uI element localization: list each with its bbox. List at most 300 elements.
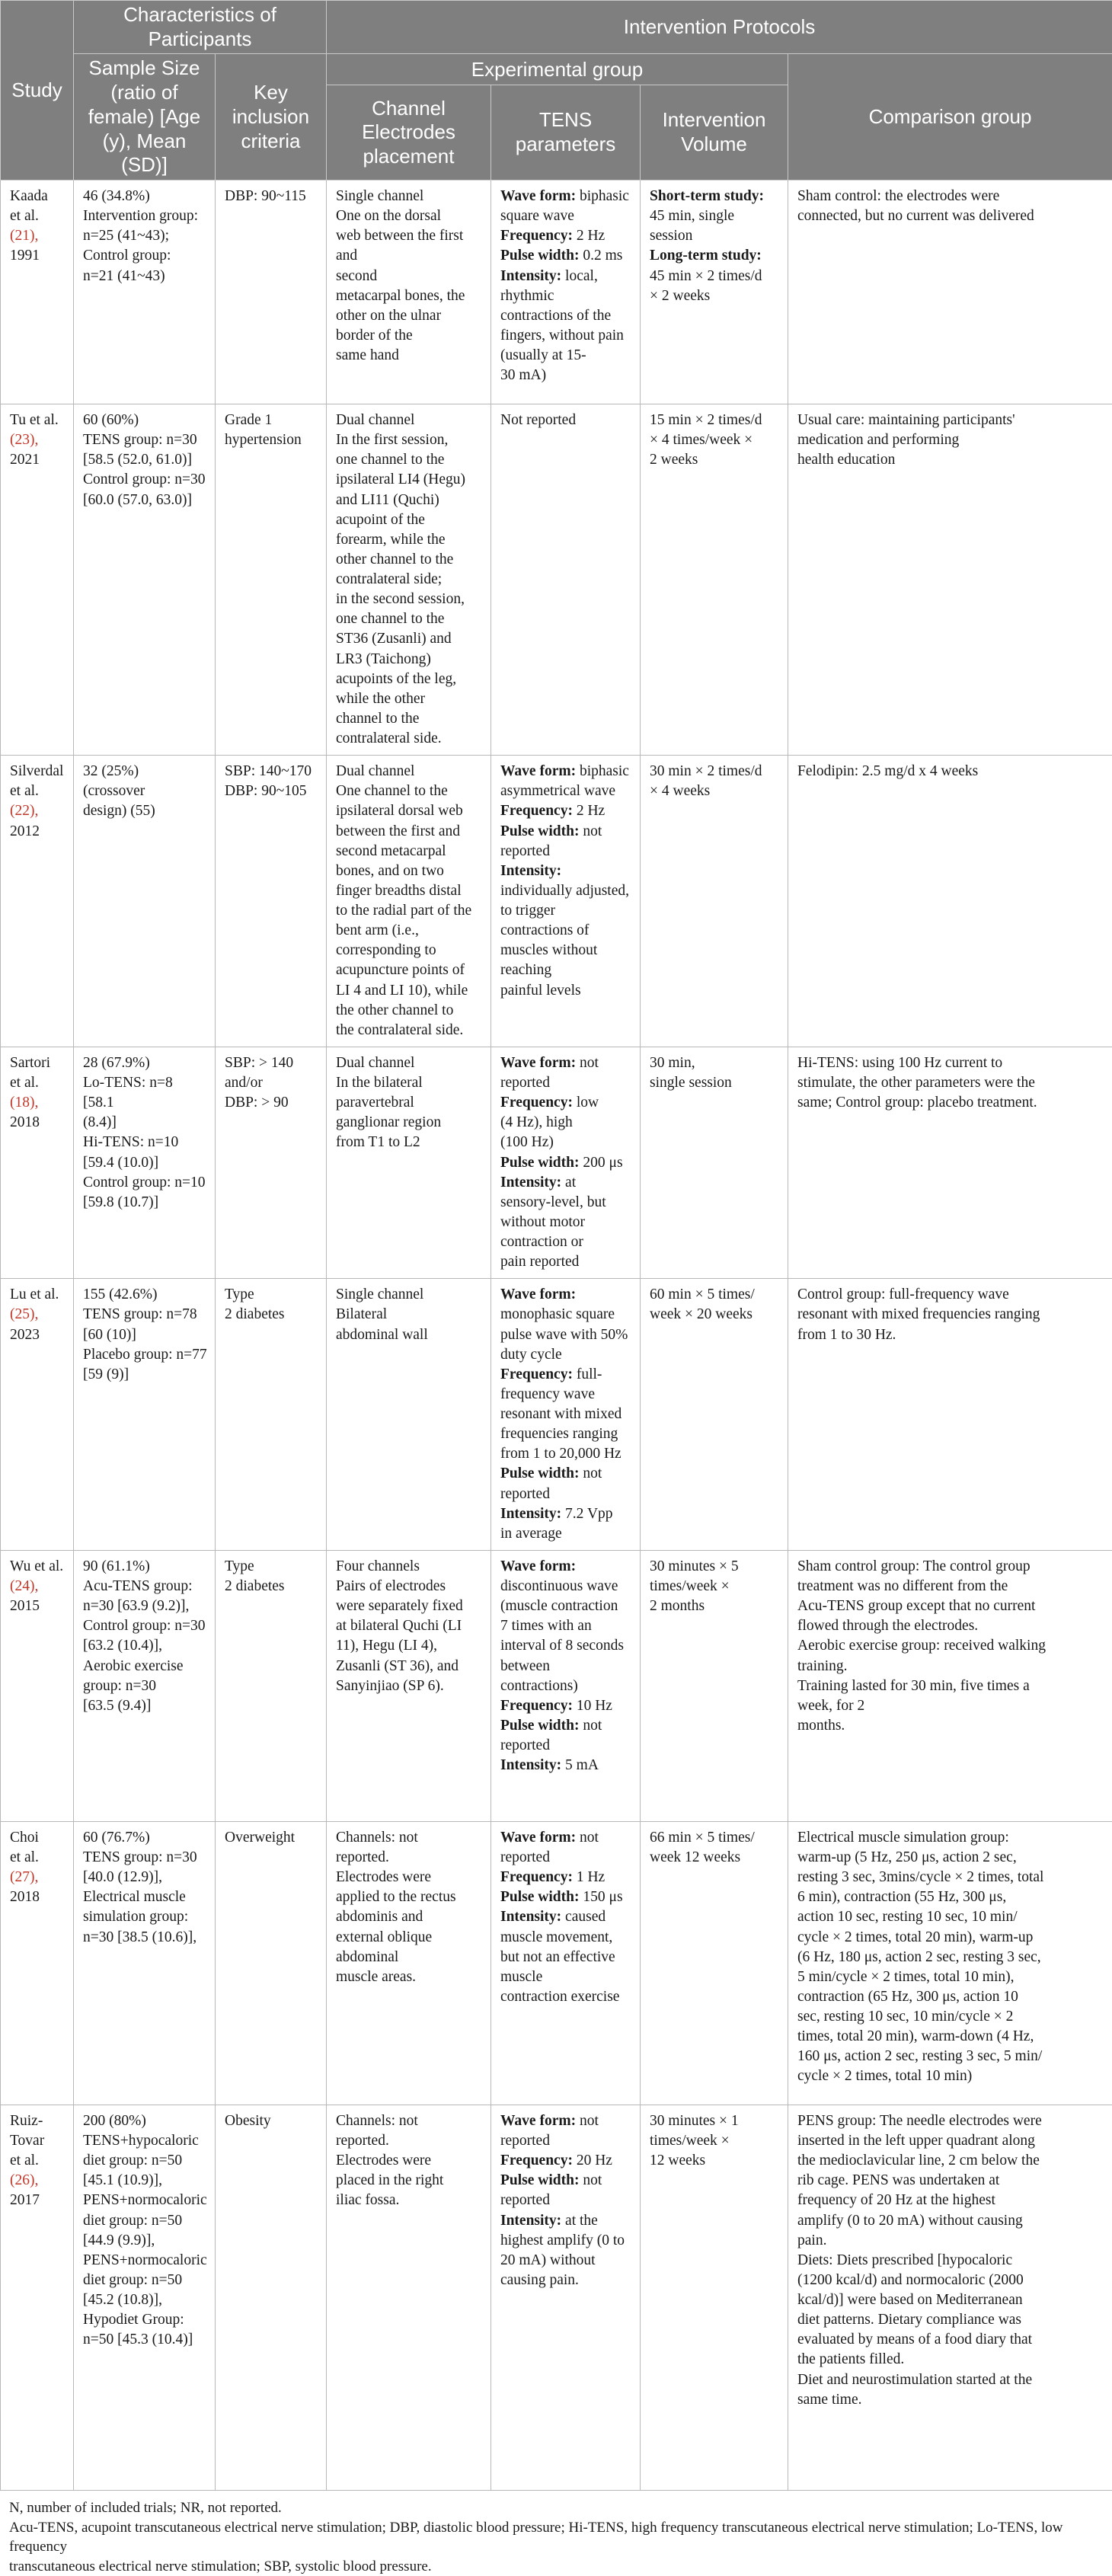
sample-size-cell-line: [45.2 (10.8)],	[83, 2290, 207, 2310]
header-experimental: Experimental group	[327, 54, 788, 85]
inclusion-criteria-cell	[216, 1047, 327, 1278]
tens-parameters-cell-key: Frequency:	[500, 1869, 573, 1885]
sample-size-cell-line: (8.4)]	[83, 1113, 207, 1133]
electrode-placement-cell-line: One on the dorsal	[336, 206, 483, 226]
inclusion-criteria-cell-line: Grade 1	[225, 411, 318, 430]
inclusion-criteria-cell-line: Obesity	[225, 2111, 318, 2131]
tens-parameters-cell-key: Intensity:	[500, 1909, 561, 1925]
tens-parameters-cell	[491, 756, 641, 1047]
intervention-volume-cell-line	[650, 1596, 780, 1616]
comparison-group-cell-line: from 1 to 30 Hz.	[797, 1325, 1104, 1345]
sample-size-cell	[74, 1279, 216, 1551]
intervention-volume-cell-line	[650, 187, 780, 206]
sample-size-cell-line: 32 (25%)	[83, 762, 207, 781]
intervention-volume-cell-line	[650, 762, 780, 781]
intervention-volume-cell	[641, 1047, 788, 1278]
intervention-volume-cell	[641, 1821, 788, 2105]
tens-parameters-cell-value: (100 Hz)	[500, 1134, 554, 1150]
tens-parameters-cell-line	[500, 1153, 632, 1173]
comparison-group-cell-line: Acu-TENS group except that no current	[797, 1596, 1104, 1616]
tens-parameters-cell-line	[500, 1716, 632, 1736]
study-cell-line: Ruiz-	[10, 2111, 66, 2131]
electrode-placement-cell-line: from T1 to L2	[336, 1133, 483, 1152]
inclusion-criteria-cell-line: Overweight	[225, 1828, 318, 1848]
table-row	[1, 756, 1112, 1047]
electrode-placement-cell-line: In the first session,	[336, 430, 483, 450]
table-row	[1, 1821, 1112, 2105]
study-cell-line: 2023	[10, 1325, 66, 1345]
electrode-placement-cell-line: the other channel to	[336, 1001, 483, 1021]
tens-parameters-cell-line	[500, 1053, 632, 1073]
tens-parameters-cell-line	[500, 1213, 632, 1232]
tens-parameters-cell-line	[500, 1987, 632, 2007]
tens-parameters-cell-value: reported	[500, 1737, 550, 1753]
study-cell-line: Choi	[10, 1828, 66, 1848]
tens-parameters-cell-value: 30 mA)	[500, 367, 546, 383]
electrode-placement-cell-line: Electrodes were	[336, 1868, 483, 1887]
tens-parameters-cell-value: 2 Hz	[573, 803, 605, 819]
intervention-volume-cell-line	[650, 1073, 780, 1093]
tens-parameters-cell-line	[500, 781, 632, 801]
sample-size-cell-line: TENS group: n=30	[83, 1848, 207, 1868]
tens-parameters-cell-key: Wave form:	[500, 1055, 576, 1071]
tens-parameters-cell-value: highest amplify (0 to	[500, 2232, 625, 2248]
tens-parameters-cell-line	[500, 366, 632, 385]
tens-parameters-cell-key: Wave form:	[500, 1286, 576, 1302]
tens-parameters-cell-line	[500, 1696, 632, 1716]
study-cell	[1, 756, 74, 1047]
electrode-placement-cell-line: Four channels	[336, 1557, 483, 1577]
intervention-volume-cell-line	[650, 267, 780, 286]
comparison-group-cell-line: week, for 2	[797, 1696, 1104, 1716]
electrode-placement-cell-line: bent arm (i.e.,	[336, 921, 483, 941]
tens-parameters-cell-value: asymmetrical wave	[500, 783, 615, 799]
sample-size-cell-line: diet group: n=50	[83, 2271, 207, 2290]
tens-parameters-cell-key: Frequency:	[500, 2153, 573, 2169]
sample-size-cell-line: diet group: n=50	[83, 2151, 207, 2171]
tens-parameters-cell-value: not	[576, 1830, 599, 1846]
header-intervention: Intervention Protocols	[327, 1, 1112, 54]
sample-size-cell-line: TENS group: n=30	[83, 430, 207, 450]
tens-parameters-cell-line	[500, 206, 632, 226]
intervention-volume-cell-value: 66 min × 5 times/	[650, 1830, 755, 1846]
sample-size-cell	[74, 181, 216, 404]
tens-parameters-cell-line	[500, 2131, 632, 2151]
intervention-volume-cell	[641, 404, 788, 756]
comparison-group-cell-line: Training lasted for 30 min, five times a	[797, 1676, 1104, 1696]
comparison-group-cell	[788, 1047, 1112, 1278]
electrode-placement-cell-line: acupoint of the	[336, 510, 483, 530]
tens-parameters-cell-line	[500, 1676, 632, 1696]
tens-parameters-cell-line	[500, 1868, 632, 1887]
comparison-group-cell-line: inserted in the left upper quadrant along	[797, 2131, 1104, 2151]
electrode-placement-cell-line: one channel to the	[336, 609, 483, 629]
sample-size-cell-line: n=30 [38.5 (10.6)],	[83, 1928, 207, 1948]
tens-parameters-cell-line	[500, 901, 632, 921]
tens-parameters-cell-line	[500, 1736, 632, 1756]
inclusion-criteria-cell-line: DBP: > 90	[225, 1093, 318, 1113]
inclusion-criteria-cell	[216, 181, 327, 404]
tens-parameters-cell-value: individually adjusted,	[500, 883, 629, 899]
electrode-placement-cell-line: external oblique	[336, 1928, 483, 1948]
sample-size-cell-line: Electrical muscle	[83, 1887, 207, 1907]
sample-size-cell-line: 28 (67.9%)	[83, 1053, 207, 1073]
sample-size-cell-line: PENS+normocaloric	[83, 2251, 207, 2271]
comparison-group-cell	[788, 181, 1112, 404]
intervention-volume-cell-line	[650, 1285, 780, 1305]
tens-parameters-cell-value: reported	[500, 2192, 550, 2208]
comparison-group-cell-line: Electrical muscle simulation group:	[797, 1828, 1104, 1848]
tens-parameters-cell-value: reported	[500, 1486, 550, 1502]
study-cell-line: (23),	[10, 430, 66, 450]
electrode-placement-cell-line: forearm, while the	[336, 530, 483, 550]
tens-parameters-cell-key: Intensity:	[500, 1175, 561, 1191]
sample-size-cell-line: 60 (76.7%)	[83, 1828, 207, 1848]
sample-size-cell-line: Aerobic exercise	[83, 1657, 207, 1676]
electrode-placement-cell-line: Single channel	[336, 1285, 483, 1305]
electrode-placement-cell-line: acupoints of the leg,	[336, 670, 483, 689]
sample-size-cell-line: 90 (61.1%)	[83, 1557, 207, 1577]
electrode-placement-cell	[327, 181, 491, 404]
study-cell-line: 2017	[10, 2191, 66, 2210]
comparison-group-cell-line: Control group: full-frequency wave	[797, 1285, 1104, 1305]
tens-parameters-cell-value: frequency wave	[500, 1386, 595, 1402]
inclusion-criteria-cell-line: Type	[225, 1557, 318, 1577]
tens-parameters-cell-line	[500, 326, 632, 346]
intervention-volume-cell-value: × 4 weeks	[650, 783, 710, 799]
tens-parameters-cell-value: frequencies ranging	[500, 1426, 618, 1442]
intervention-volume-cell	[641, 2105, 788, 2490]
comparison-group-cell-line: sec, resting 10 sec, 10 min/cycle × 2	[797, 2007, 1104, 2027]
study-cell	[1, 181, 74, 404]
tens-parameters-cell-line	[500, 226, 632, 246]
sample-size-cell-line: Control group: n=30	[83, 1616, 207, 1636]
tens-parameters-cell-value: reaching	[500, 962, 551, 978]
tens-parameters-cell-value: 0.2 ms	[579, 248, 622, 264]
inclusion-criteria-cell	[216, 1550, 327, 1821]
sample-size-cell	[74, 1821, 216, 2105]
comparison-group-cell-line: 160 μs, action 2 sec, resting 3 sec, 5 min/	[797, 2047, 1104, 2066]
sample-size-cell	[74, 1047, 216, 1278]
sample-size-cell-line: simulation group:	[83, 1907, 207, 1927]
electrode-placement-cell-line: acupuncture points of	[336, 960, 483, 980]
sample-size-cell-line: [60.0 (57.0, 63.0)]	[83, 491, 207, 510]
electrode-placement-cell-line: at bilateral Quchi (LI	[336, 1616, 483, 1636]
tens-parameters-cell-value: 5 mA	[561, 1757, 599, 1773]
tens-parameters-cell-value: biphasic	[576, 188, 629, 204]
sample-size-cell-line: Placebo group: n=77	[83, 1345, 207, 1365]
study-cell-line: (26),	[10, 2171, 66, 2191]
comparison-group-cell-line: Usual care: maintaining participants'	[797, 411, 1104, 430]
tens-parameters-cell-line	[500, 822, 632, 842]
intervention-volume-cell-line	[650, 286, 780, 306]
electrode-placement-cell-line: and LI11 (Quchi)	[336, 491, 483, 510]
header-study: Study	[1, 1, 74, 181]
tens-parameters-cell-value: local,	[561, 268, 598, 284]
tens-parameters-cell-value: contraction or	[500, 1234, 583, 1250]
study-cell-line: Tovar	[10, 2131, 66, 2151]
comparison-group-cell-line: frequency of 20 Hz at the highest	[797, 2191, 1104, 2210]
tens-parameters-cell-value: (4 Hz), high	[500, 1114, 573, 1130]
tens-parameters-cell-line	[500, 1828, 632, 1848]
inclusion-criteria-cell-line: 2 diabetes	[225, 1577, 318, 1596]
inclusion-criteria-cell	[216, 756, 327, 1047]
comparison-group-cell-line: Diets: Diets prescribed [hypocaloric	[797, 2251, 1104, 2271]
comparison-group-cell-line: training.	[797, 1657, 1104, 1676]
tens-parameters-cell-value: at	[561, 1175, 576, 1191]
sample-size-cell	[74, 756, 216, 1047]
intervention-volume-cell	[641, 1550, 788, 1821]
tens-parameters-cell-value: contractions of	[500, 922, 589, 938]
tens-parameters-cell-value: caused	[561, 1909, 606, 1925]
study-cell-line: Silverdal	[10, 762, 66, 781]
tens-parameters-cell-key: Pulse width:	[500, 1465, 579, 1481]
tens-parameters-cell-key: Frequency:	[500, 1095, 573, 1111]
intervention-volume-cell-value: 30 min,	[650, 1055, 695, 1071]
tens-parameters-cell-value: pulse wave with 50%	[500, 1327, 628, 1343]
study-cell-line: Tu et al.	[10, 411, 66, 430]
sample-size-cell-line: (crossover	[83, 781, 207, 801]
inclusion-criteria-cell	[216, 1279, 327, 1551]
tens-parameters-cell	[491, 2105, 641, 2490]
electrode-placement-cell-line: 11), Hegu (LI 4),	[336, 1636, 483, 1656]
electrode-placement-cell-line: between the first and	[336, 822, 483, 842]
intervention-volume-cell-line	[650, 1557, 780, 1577]
tens-parameters-cell-value: at the	[561, 2213, 598, 2229]
tens-parameters-cell-line	[500, 1073, 632, 1093]
comparison-group-cell-line: kcal/d)] were based on Mediterranean	[797, 2290, 1104, 2310]
electrode-placement-cell-line: Dual channel	[336, 1053, 483, 1073]
comparison-group-cell-line: diet patterns. Dietary compliance was	[797, 2310, 1104, 2330]
table-row	[1, 1047, 1112, 1278]
intervention-volume-cell-line	[650, 206, 780, 226]
header-channel: Channel Electrodes placement	[327, 85, 491, 181]
intervention-volume-cell-value: × 4 times/week ×	[650, 432, 753, 448]
intervention-volume-cell-line	[650, 1848, 780, 1868]
tens-parameters-cell-value: sensory-level, but	[500, 1194, 606, 1210]
intervention-volume-cell-line	[650, 430, 780, 450]
tens-parameters-cell-key: Intensity:	[500, 1506, 561, 1522]
electrode-placement-cell-line: channel to the	[336, 709, 483, 729]
comparison-group-cell-line: Hi-TENS: using 100 Hz current to	[797, 1053, 1104, 1073]
tens-parameters-cell-line	[500, 1365, 632, 1385]
tens-parameters-cell-line	[500, 2231, 632, 2251]
sample-size-cell-line: diet group: n=50	[83, 2211, 207, 2231]
tens-parameters-cell-value: low	[573, 1095, 599, 1111]
sample-size-cell-line: n=30 [63.9 (9.2)],	[83, 1596, 207, 1616]
comparison-group-cell-line: treatment was no different from the	[797, 1577, 1104, 1596]
header-inclusion: Key inclusion criteria	[216, 54, 327, 181]
comparison-group-cell	[788, 404, 1112, 756]
comparison-group-cell-line: warm-up (5 Hz, 250 μs, action 2 sec,	[797, 1848, 1104, 1868]
tens-parameters-cell-line	[500, 1385, 632, 1405]
table-row	[1, 1279, 1112, 1551]
study-cell-line: (25),	[10, 1305, 66, 1325]
tens-parameters-cell-value: muscle	[500, 1969, 542, 1985]
electrode-placement-cell-line: bones, and on two	[336, 861, 483, 881]
tens-parameters-cell-line	[500, 2171, 632, 2191]
tens-parameters-cell-value: pain reported	[500, 1254, 579, 1270]
tens-parameters-cell-value: 20 mA) without	[500, 2252, 596, 2268]
comparison-group-cell-line: amplify (0 to 20 mA) without causing	[797, 2211, 1104, 2231]
electrode-placement-cell-line: LI 4 and LI 10), while	[336, 981, 483, 1001]
tens-parameters-cell-line	[500, 1967, 632, 1987]
electrode-placement-cell-line: other on the ulnar	[336, 306, 483, 326]
tens-parameters-cell-value: but not an effective	[500, 1949, 615, 1965]
sample-size-cell-line: n=50 [45.3 (10.4)]	[83, 2330, 207, 2350]
tens-parameters-cell-value: Not reported	[500, 412, 576, 428]
electrode-placement-cell-line: same hand	[336, 346, 483, 366]
comparison-group-cell-line: pain.	[797, 2231, 1104, 2251]
sample-size-cell	[74, 1550, 216, 1821]
tens-parameters-cell-value: not	[579, 823, 602, 839]
electrode-placement-cell-line: second metacarpal	[336, 842, 483, 861]
tens-parameters-cell-line	[500, 267, 632, 286]
comparison-group-cell-line: PENS group: The needle electrodes were	[797, 2111, 1104, 2131]
inclusion-criteria-cell-line: Type	[225, 1285, 318, 1305]
sample-size-cell-line: [59 (9)]	[83, 1365, 207, 1385]
tens-parameters-cell-line	[500, 1577, 632, 1596]
tens-parameters-cell-line	[500, 1907, 632, 1927]
comparison-group-cell-line: (6 Hz, 180 μs, action 2 sec, resting 3 sec,	[797, 1948, 1104, 1967]
electrode-placement-cell-line: Single channel	[336, 187, 483, 206]
sample-size-cell-line: 46 (34.8%)	[83, 187, 207, 206]
tens-parameters-cell-key: Wave form:	[500, 188, 576, 204]
intervention-volume-cell-value: times/week ×	[650, 2133, 730, 2149]
electrode-placement-cell-line: contralateral side;	[336, 570, 483, 590]
sample-size-cell-line: 155 (42.6%)	[83, 1285, 207, 1305]
comparison-group-cell-line: the patients filled.	[797, 2350, 1104, 2370]
electrode-placement-cell-line: applied to the rectus	[336, 1887, 483, 1907]
electrode-placement-cell-line: Channels: not	[336, 1828, 483, 1848]
tens-parameters-cell-line	[500, 1557, 632, 1577]
tens-parameters-cell-key: Frequency:	[500, 1698, 573, 1714]
tens-parameters-cell-line	[500, 1524, 632, 1544]
tens-parameters-cell-line	[500, 981, 632, 1001]
tens-parameters-cell-value: fingers, without pain	[500, 328, 624, 344]
tens-parameters-cell-key: Intensity:	[500, 863, 561, 879]
sample-size-cell-line: [63.5 (9.4)]	[83, 1696, 207, 1716]
electrode-placement-cell	[327, 1279, 491, 1551]
tens-parameters-cell-value: between	[500, 1658, 550, 1674]
tens-parameters-cell-line	[500, 1285, 632, 1305]
electrode-placement-cell-line: other channel to the	[336, 550, 483, 570]
tens-parameters-cell-line	[500, 1193, 632, 1213]
tens-parameters-cell-line	[500, 1325, 632, 1345]
tens-parameters-cell-key: Pulse width:	[500, 1889, 579, 1905]
tens-parameters-cell-line	[500, 762, 632, 781]
study-cell-line: 1991	[10, 246, 66, 266]
study-cell-line: 2018	[10, 1113, 66, 1133]
table-row	[1, 1550, 1112, 1821]
comparison-group-cell-line: action 10 sec, resting 10 sec, 10 min/	[797, 1907, 1104, 1927]
tens-parameters-cell-value: 7 times with an	[500, 1618, 592, 1634]
intervention-volume-cell-value: 45 min, single	[650, 208, 734, 224]
tens-parameters-cell-key: Frequency:	[500, 228, 573, 244]
sample-size-cell-line: PENS+normocaloric	[83, 2191, 207, 2210]
tens-parameters-cell-line	[500, 246, 632, 266]
sample-size-cell-line: [44.9 (9.9)],	[83, 2231, 207, 2251]
comparison-group-cell-line: rib cage. PENS was undertaken at	[797, 2171, 1104, 2191]
electrode-placement-cell-line: ipsilateral LI4 (Hegu)	[336, 470, 483, 490]
electrode-placement-cell	[327, 756, 491, 1047]
electrode-placement-cell-line: One channel to the	[336, 781, 483, 801]
electrode-placement-cell-line: were separately fixed	[336, 1596, 483, 1616]
tens-parameters-cell-line	[500, 286, 632, 306]
header-volume: Intervention Volume	[641, 85, 788, 181]
electrode-placement-cell	[327, 1047, 491, 1278]
electrode-placement-cell-line: Electrodes were	[336, 2151, 483, 2171]
tens-parameters-cell-value: contractions)	[500, 1678, 578, 1694]
sample-size-cell-line: n=21 (41~43)	[83, 267, 207, 286]
sample-size-cell-line: Lo-TENS: n=8 [58.1	[83, 1073, 207, 1113]
header-sample-size: Sample Size (ratio of female) [Age (y), Mean (SD)]	[74, 54, 216, 181]
tens-parameters-cell-key: Pulse width:	[500, 2172, 579, 2188]
comparison-group-cell-line: Diet and neurostimulation started at the	[797, 2370, 1104, 2390]
tens-parameters-cell-value: 7.2 Vpp	[561, 1506, 612, 1522]
tens-parameters-cell	[491, 181, 641, 404]
tens-parameters-cell-line	[500, 1756, 632, 1775]
electrode-placement-cell-line: iliac fossa.	[336, 2191, 483, 2210]
tens-parameters-cell-line	[500, 960, 632, 980]
intervention-volume-cell-key: Long-term study:	[650, 248, 762, 264]
study-cell	[1, 1279, 74, 1551]
sample-size-cell-line: [58.5 (52.0, 61.0)]	[83, 450, 207, 470]
study-cell-line: (18),	[10, 1093, 66, 1113]
comparison-group-cell-line: the medioclavicular line, 2 cm below the	[797, 2151, 1104, 2171]
table-header	[1, 1, 1112, 181]
table-footnotes	[0, 2491, 1112, 2576]
inclusion-criteria-cell-line: hypertension	[225, 430, 318, 450]
intervention-volume-cell-value: 60 min × 5 times/	[650, 1286, 755, 1302]
tens-parameters-cell-line	[500, 1848, 632, 1868]
sample-size-cell-line: 60 (60%)	[83, 411, 207, 430]
tens-parameters-cell	[491, 1821, 641, 2105]
inclusion-criteria-cell-line: and/or	[225, 1073, 318, 1093]
tens-parameters-cell-value: 20 Hz	[573, 2153, 612, 2169]
tens-parameters-cell-line	[500, 1093, 632, 1113]
tens-parameters-cell-line	[500, 187, 632, 206]
electrode-placement-cell-line: abdominal	[336, 1948, 483, 1967]
sample-size-cell-line: Hypodiet Group:	[83, 2310, 207, 2330]
intervention-volume-cell-line	[650, 781, 780, 801]
electrode-placement-cell-line: ganglionar region	[336, 1113, 483, 1133]
intervention-volume-cell-value: times/week ×	[650, 1578, 730, 1594]
tens-parameters-cell-value: not	[576, 1055, 599, 1071]
electrode-placement-cell-line: one channel to the	[336, 450, 483, 470]
sample-size-cell-line: TENS+hypocaloric	[83, 2131, 207, 2151]
comparison-group-cell	[788, 1821, 1112, 2105]
comparison-group-cell-line: resting 3 sec, 3mins/cycle × 2 times, total	[797, 1868, 1104, 1887]
inclusion-criteria-cell	[216, 1821, 327, 2105]
comparison-group-cell-line: flowed through the electrodes.	[797, 1616, 1104, 1636]
tens-parameters-cell-line	[500, 921, 632, 941]
comparison-group-cell-line: Sham control: the electrodes were	[797, 187, 1104, 206]
comparison-group-cell-line: connected, but no current was delivered	[797, 206, 1104, 226]
footnote-line: transcutaneous electrical nerve stimulation; SBP, systolic blood pressure.	[9, 2557, 1103, 2576]
electrode-placement-cell-line: Dual channel	[336, 411, 483, 430]
study-cell-line: Kaada	[10, 187, 66, 206]
electrode-placement-cell-line: second	[336, 267, 483, 286]
tens-parameters-cell-line	[500, 346, 632, 366]
comparison-group-cell-line: (1200 kcal/d) and normocaloric (2000	[797, 2271, 1104, 2290]
tens-parameters-cell-value: 1 Hz	[573, 1869, 605, 1885]
study-cell-line: 2015	[10, 1596, 66, 1616]
tens-parameters-cell-line	[500, 411, 632, 430]
tens-parameters-cell-line	[500, 1345, 632, 1365]
tens-parameters-cell-value: not	[579, 1465, 602, 1481]
comparison-group-cell-line: health education	[797, 450, 1104, 470]
